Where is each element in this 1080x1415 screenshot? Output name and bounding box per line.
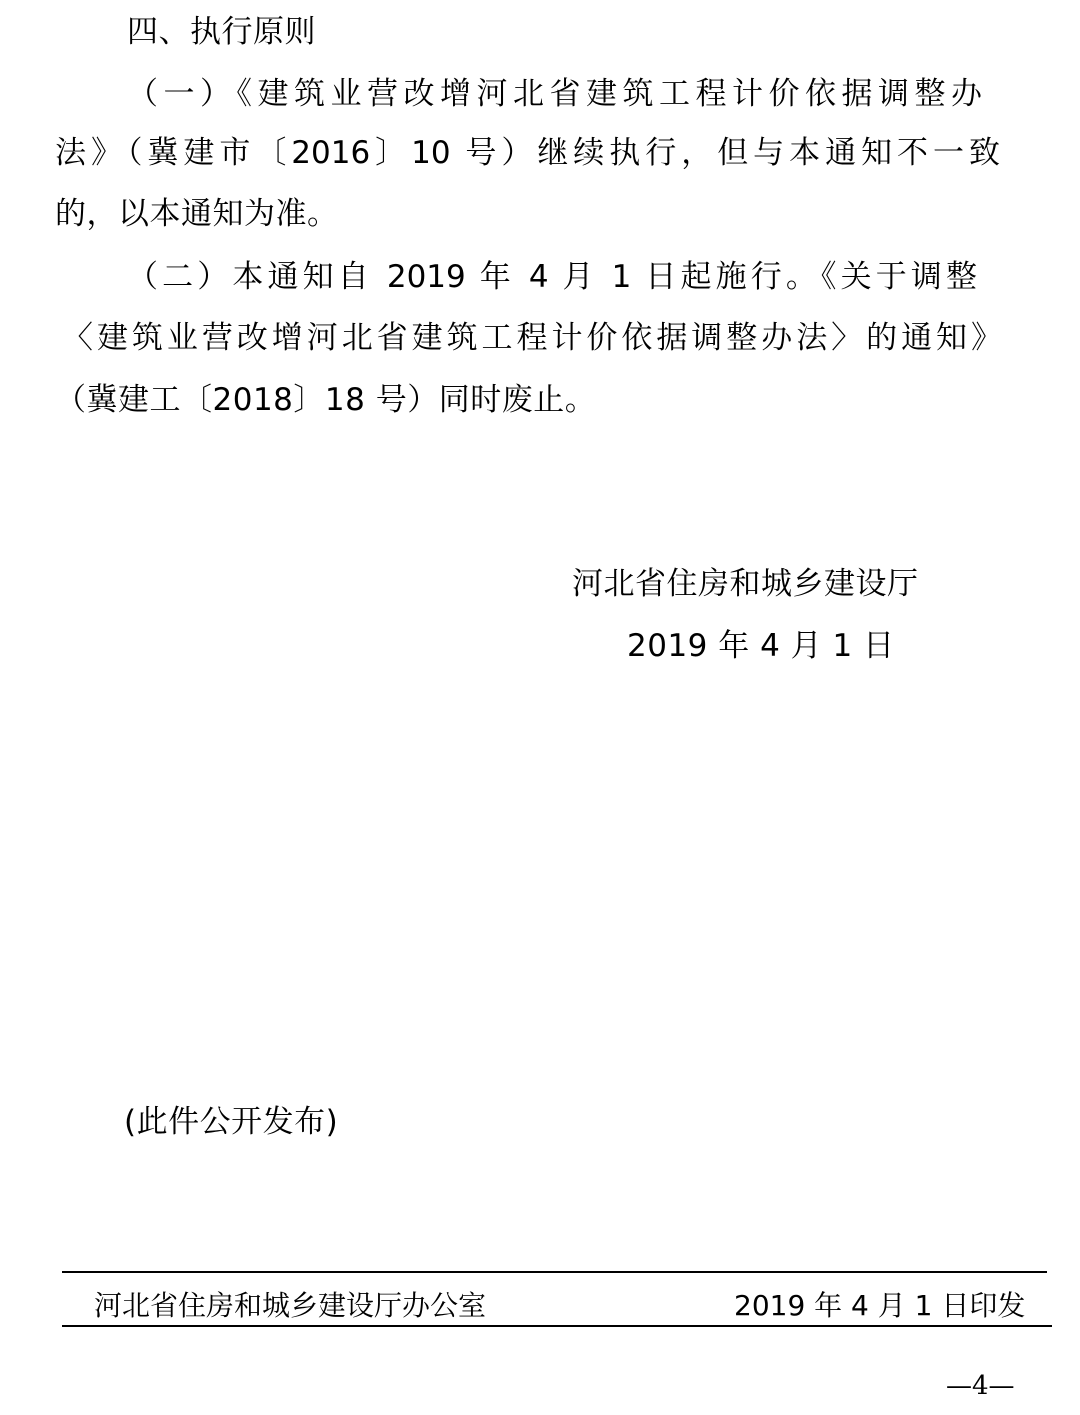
- item1-line2: 法》（冀建市〔2016〕10 号）继续执行，但与本通知不一致: [55, 135, 1000, 171]
- signature-date: 2019 年 4 月 1 日: [627, 628, 895, 664]
- item2-line1: （二）本通知自 2019 年 4 月 1 日起施行。《关于调整: [127, 259, 977, 295]
- item2-line3: （冀建工〔2018〕18 号）同时废止。: [55, 382, 597, 418]
- page-number: —4—: [946, 1371, 1015, 1401]
- disclosure-note: (此件公开发布): [124, 1104, 339, 1140]
- footer-issuer: 河北省住房和城乡建设厅办公室: [94, 1289, 487, 1322]
- item2-line2: 〈建筑业营改增河北省建筑工程计价依据调整办法〉的通知》: [62, 320, 1002, 356]
- signature-org: 河北省住房和城乡建设厅: [572, 566, 919, 602]
- footer-issue-date: 2019 年 4 月 1 日印发: [734, 1289, 1026, 1322]
- footer-top-rule: [62, 1271, 1047, 1273]
- item1-line3: 的，以本通知为准。: [55, 196, 339, 232]
- item1-line1: （一）《建筑业营改增河北省建筑工程计价依据调整办: [127, 76, 982, 112]
- footer-bottom-rule: [62, 1325, 1052, 1327]
- section-heading: 四、执行原则: [127, 14, 316, 50]
